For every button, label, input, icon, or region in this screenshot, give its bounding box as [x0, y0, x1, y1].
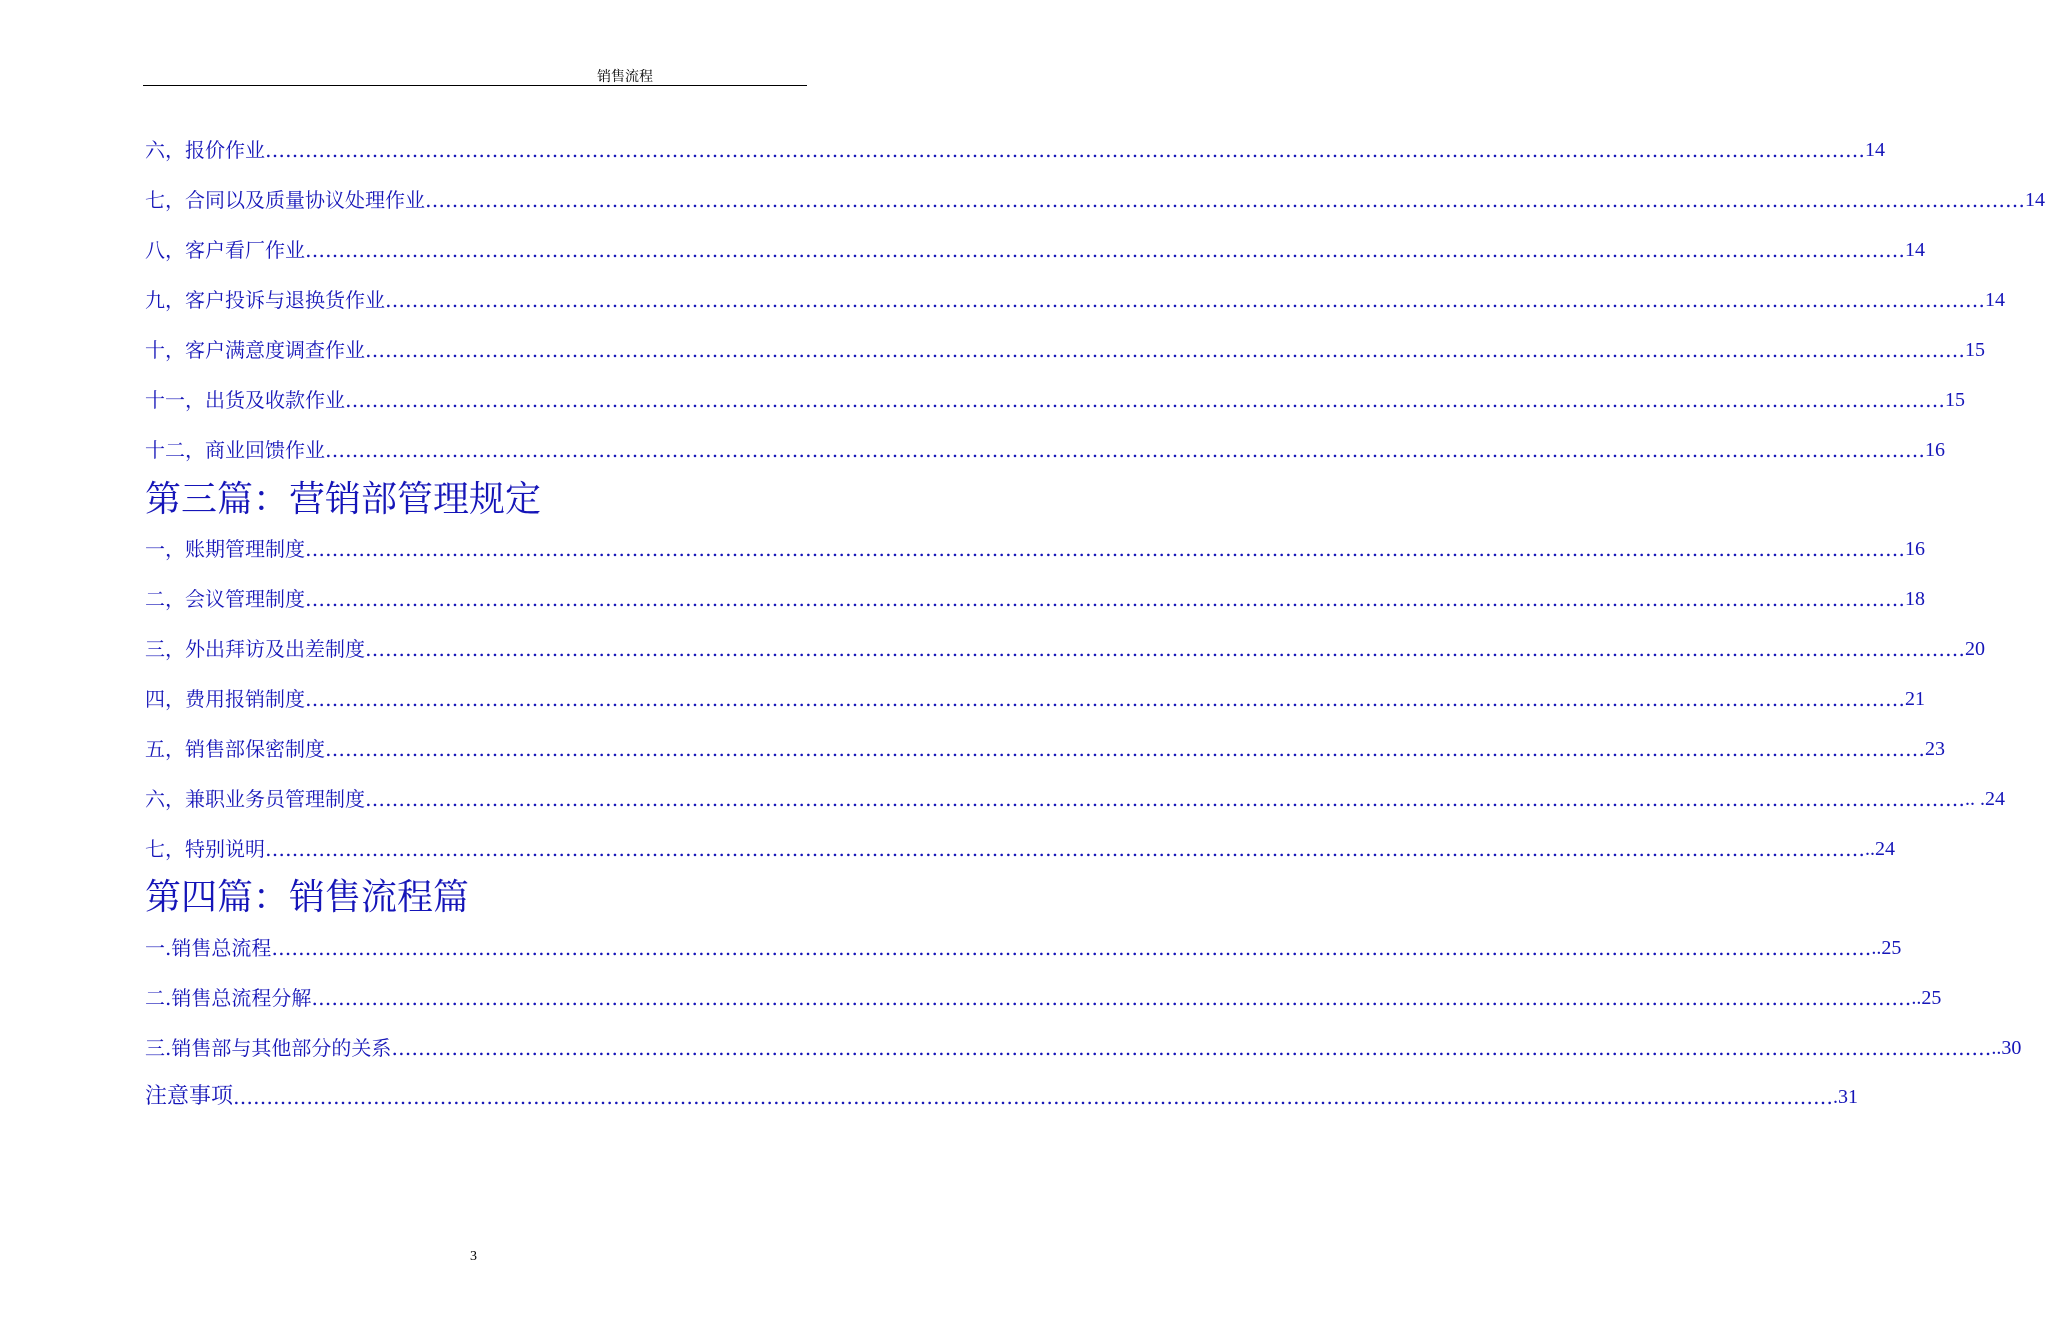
toc-entry-page: 14 [2025, 189, 2045, 211]
toc-entry[interactable] [145, 535, 1925, 563]
toc-entry-page: 21 [1905, 688, 1925, 710]
toc-dot-leader: …………………………………………………………………………………………………………………………………………………………………………………………………………………… [325, 438, 1925, 462]
toc-entry-title: 会议管理制度 [185, 587, 305, 611]
toc-entry[interactable] [145, 785, 2005, 813]
toc-entry-title: 账期管理制度 [185, 537, 305, 561]
toc-dot-leader: …………………………………………………………………………………………………………………………………………………………………………………………………………………… [305, 587, 1905, 611]
toc-entry-number: 二. [145, 986, 172, 1010]
toc-entry[interactable] [145, 236, 1925, 264]
toc-dot-leader: …………………………………………………………………………………………………………………………………………………………………………………………………………………… [345, 388, 1945, 412]
toc-entry-number: 六， [145, 138, 185, 162]
toc-dot-leader: …………………………………………………………………………………………………………………………………………………………………………………………………………………… [365, 338, 1965, 362]
toc-entry-title: 报价作业 [185, 138, 265, 162]
toc-dot-leader: …………………………………………………………………………………………………………………………………………………………………………………………………………………… [365, 637, 1965, 661]
toc-dot-leader: …………………………………………………………………………………………………………………………………………………………………………………………………………………… [385, 288, 1985, 312]
toc-entry-page: 16 [1905, 538, 1925, 560]
toc-entry[interactable] [145, 186, 2045, 214]
toc-entry-page: ..25 [1871, 937, 1902, 959]
toc-entry-number: 十二， [145, 438, 205, 462]
toc-entry[interactable] [145, 336, 1985, 364]
toc-entry-number: 三. [145, 1036, 172, 1060]
toc-entry-number: 一. [145, 936, 172, 960]
toc-dot-leader: …………………………………………………………………………………………………………………………………………………………………………………………………………………… [271, 936, 1872, 960]
toc-entry[interactable] [145, 585, 1925, 613]
toc-entry[interactable] [145, 386, 1965, 414]
toc-entry-title: 外出拜访及出差制度 [185, 637, 365, 661]
toc-entry[interactable] [145, 635, 1985, 663]
header-rule [143, 85, 807, 86]
toc-entry-title: 注意事项 [145, 1084, 234, 1109]
toc-entry-page: 18 [1905, 588, 1925, 610]
toc-dot-leader: …………………………………………………………………………………………………………………………………………………………………………………………………………………… [305, 687, 1905, 711]
running-header-title: 销售流程 [597, 69, 653, 85]
toc-entry-number: 七， [145, 837, 185, 861]
toc-entry-number: 四， [145, 687, 185, 711]
toc-entry-title: 合同以及质量协议处理作业 [185, 188, 425, 212]
toc-entry[interactable] [145, 286, 2005, 314]
toc-dot-leader: …………………………………………………………………………………………………………………………………………………………………………………………………………………… [365, 787, 1965, 811]
toc-entry[interactable] [145, 835, 1895, 863]
toc-entry-title: 商业回馈作业 [205, 438, 325, 462]
page-number: 3 [470, 1249, 477, 1264]
section-heading[interactable]: 第三篇：营销部管理规定 [145, 479, 542, 520]
toc-dot-leader: …………………………………………………………………………………………………………………………………………………………………………………………………………………… [325, 737, 1925, 761]
toc-entry-title: 出货及收款作业 [205, 388, 345, 412]
toc-entry-number: 二， [145, 587, 185, 611]
toc-entry[interactable] [145, 1083, 1859, 1111]
toc-dot-leader: …………………………………………………………………………………………………………………………………………………………………………………………………………………… [305, 537, 1905, 561]
toc-entry-page: 14 [1985, 289, 2005, 311]
toc-entry[interactable] [145, 685, 1925, 713]
toc-entry-number: 五， [145, 737, 185, 761]
toc-entry-number: 八， [145, 238, 185, 262]
toc-entry-page: 23 [1925, 738, 1945, 760]
toc-entry[interactable] [145, 136, 1885, 164]
toc-entry-number: 七， [145, 188, 185, 212]
toc-entry[interactable] [145, 1034, 2022, 1062]
toc-entry-title: 兼职业务员管理制度 [185, 787, 365, 811]
toc-entry-page: 16 [1925, 439, 1945, 461]
toc-entry-number: 十一， [145, 388, 205, 412]
toc-entry-title: 销售部与其他部分的关系 [171, 1036, 392, 1060]
toc-entry-title: 销售部保密制度 [185, 737, 325, 761]
toc-entry-page: .. .24 [1965, 788, 2005, 810]
toc-dot-leader: …………………………………………………………………………………………………………………………………………………………………………………………………………………… [311, 986, 1912, 1010]
toc-dot-leader: …………………………………………………………………………………………………………………………………………………………………………………………………………………… [265, 837, 1865, 861]
toc-entry[interactable] [145, 934, 1902, 962]
toc-entry-title: 销售总流程 [171, 936, 272, 960]
toc-entry-number: 十， [145, 338, 185, 362]
toc-entry-title: 费用报销制度 [185, 687, 305, 711]
toc-entry-number: 六， [145, 787, 185, 811]
toc-entry-page: 14 [1905, 239, 1925, 261]
toc-entry-title: 销售总流程分解 [171, 986, 312, 1010]
toc-entry-title: 客户投诉与退换货作业 [185, 288, 385, 312]
toc-entry-page: 15 [1945, 389, 1965, 411]
toc-entry[interactable] [145, 735, 1945, 763]
toc-entry-page: 14 [1865, 139, 1885, 161]
toc-entry-number: 一， [145, 537, 185, 561]
toc-entry[interactable] [145, 984, 1942, 1012]
toc-entry-title: 客户满意度调查作业 [185, 338, 365, 362]
toc-entry-page: 15 [1965, 339, 1985, 361]
toc-entry-page: .31 [1833, 1086, 1859, 1108]
toc-entry-number: 九， [145, 288, 185, 312]
toc-entry-title: 客户看厂作业 [185, 238, 305, 262]
toc-entry-title: 特别说明 [185, 837, 265, 861]
toc-dot-leader: …………………………………………………………………………………………………………………………………………………………………………………………………………………… [425, 188, 2025, 212]
toc-entry-number: 三， [145, 637, 185, 661]
toc-dot-leader: …………………………………………………………………………………………………………………………………………………………………………………………………………………… [305, 238, 1905, 262]
toc-entry-page: 20 [1965, 638, 1985, 660]
toc-dot-leader: …………………………………………………………………………………………………………………………………………………………………………………………………………………… [391, 1036, 1992, 1060]
toc-dot-leader: …………………………………………………………………………………………………………………………………………………………………………………………………………………… [233, 1085, 1834, 1109]
toc-entry-page: ..24 [1865, 838, 1895, 860]
toc-entry[interactable] [145, 436, 1945, 464]
section-heading[interactable]: 第四篇：销售流程篇 [145, 877, 470, 918]
toc-entry-page: ..30 [1991, 1037, 2022, 1059]
toc-entry-page: ..25 [1911, 987, 1942, 1009]
toc-dot-leader: …………………………………………………………………………………………………………………………………………………………………………………………………………………… [265, 138, 1865, 162]
